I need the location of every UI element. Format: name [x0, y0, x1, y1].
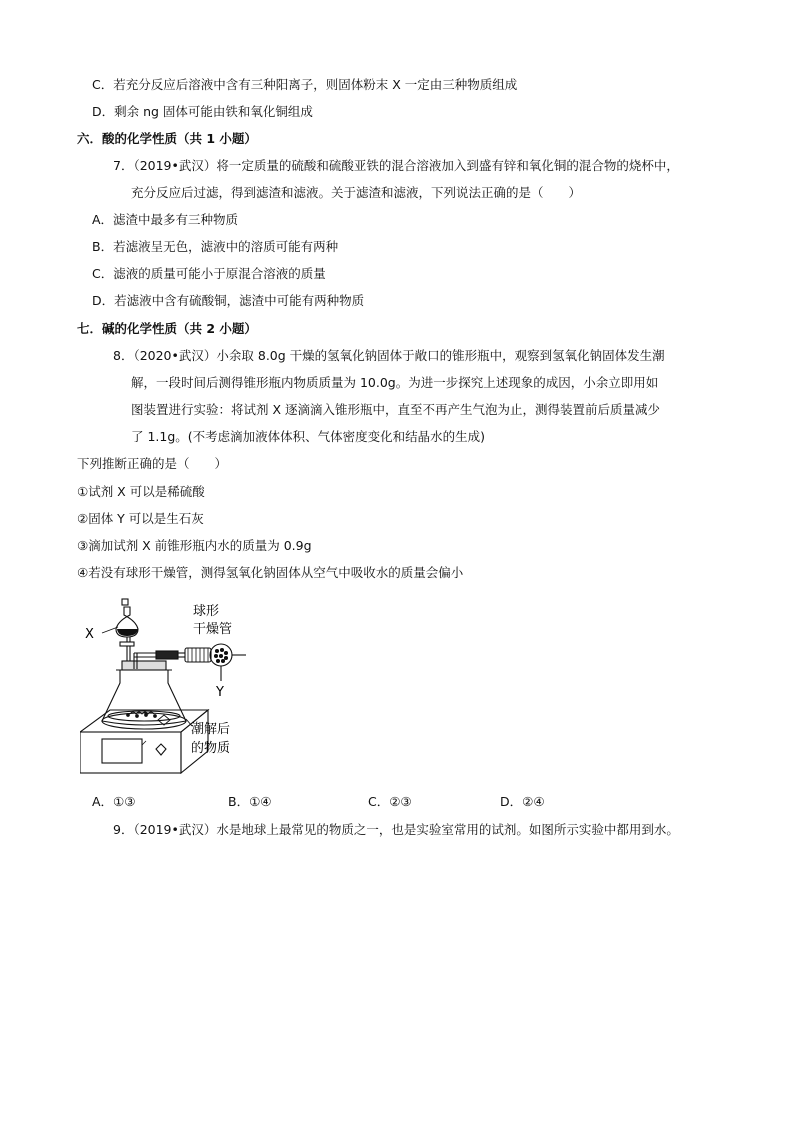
label-y: Y [216, 685, 224, 700]
q7-option-c: C．滤液的质量可能小于原混合溶液的质量 [92, 266, 326, 281]
label-tube-2: 干燥管 [193, 622, 233, 637]
section-title-base: 七．碱的化学性质（共 2 小题） [77, 321, 257, 336]
balance-display [102, 739, 142, 763]
q8-statement-2: ②固体 Y 可以是生石灰 [77, 511, 204, 526]
prev-option-c: C．若充分反应后溶液中含有三种阳离子，则固体粉末 X 一定由三种物质组成 [92, 77, 518, 92]
q8-text-line-2: 解，一段时间后测得锥形瓶内物质质量为 10.0g。为进一步探究上述现象的成因，小余立即用如 [131, 375, 659, 390]
q8-options [92, 793, 612, 811]
q8-text-line-1: 8．（2020•武汉）小余取 8.0g 干燥的氢氧化钠固体于敞口的锥形瓶中，观察到氢氧化钠固体发生潮 [113, 348, 665, 363]
q8-prompt: 下列推断正确的是（ ） [77, 456, 228, 471]
label-matter-2: 的物质 [191, 741, 231, 756]
q8-option-d: D．②④ [500, 794, 545, 809]
section-title-acid: 六．酸的化学性质（共 1 小题） [77, 131, 257, 146]
separatory-funnel [116, 599, 138, 661]
q9-text-line-1: 9．（2019•武汉）水是地球上最常见的物质之一，也是实验室常用的试剂。如图所示实验中都用到水。 [113, 822, 679, 837]
prev-option-d: D．剩余 ng 固体可能由铁和氧化铜组成 [92, 104, 313, 119]
q8-text-line-3: 图装置进行实验：将试剂 X 逐滴滴入锥形瓶中，直至不再产生气泡为止，测得装置前后质量减少 [131, 402, 661, 417]
q7-text-line-1: 7．（2019•武汉）将一定质量的硫酸和硫酸亚铁的混合溶液加入到盛有锌和氧化铜的混合物的烧杯中， [113, 158, 679, 173]
q7-option-d: D．若滤液中含有硫酸铜，滤渣中可能有两种物质 [92, 293, 365, 308]
balance [80, 710, 208, 773]
q7-option-b: B．若滤液呈无色，滤液中的溶质可能有两种 [92, 239, 339, 254]
balance-button [156, 744, 166, 755]
label-matter-1: 潮解后 [191, 722, 231, 737]
apparatus-figure [80, 595, 280, 790]
q8-statement-3: ③滴加试剂 X 前锥形瓶内水的质量为 0.9g [77, 538, 312, 553]
label-x: X [85, 627, 94, 642]
q8-option-c: C．②③ [368, 794, 412, 809]
q8-option-a: A．①③ [92, 794, 136, 809]
q7-text-line-2: 充分反应后过滤，得到滤渣和滤液。关于滤渣和滤液，下列说法正确的是（ ） [131, 185, 582, 200]
label-tube-1: 球形 [193, 604, 220, 619]
q8-statement-4: ④若没有球形干燥管，测得氢氧化钠固体从空气中吸收水的质量会偏小 [77, 565, 464, 580]
q8-text-line-4: 了 1.1g。(不考虑滴加液体体积、气体密度变化和结晶水的生成) [131, 429, 486, 444]
q8-option-b: B．①④ [228, 794, 272, 809]
q7-option-a: A．滤渣中最多有三种物质 [92, 212, 239, 227]
q8-statement-1: ①试剂 X 可以是稀硫酸 [77, 484, 205, 499]
